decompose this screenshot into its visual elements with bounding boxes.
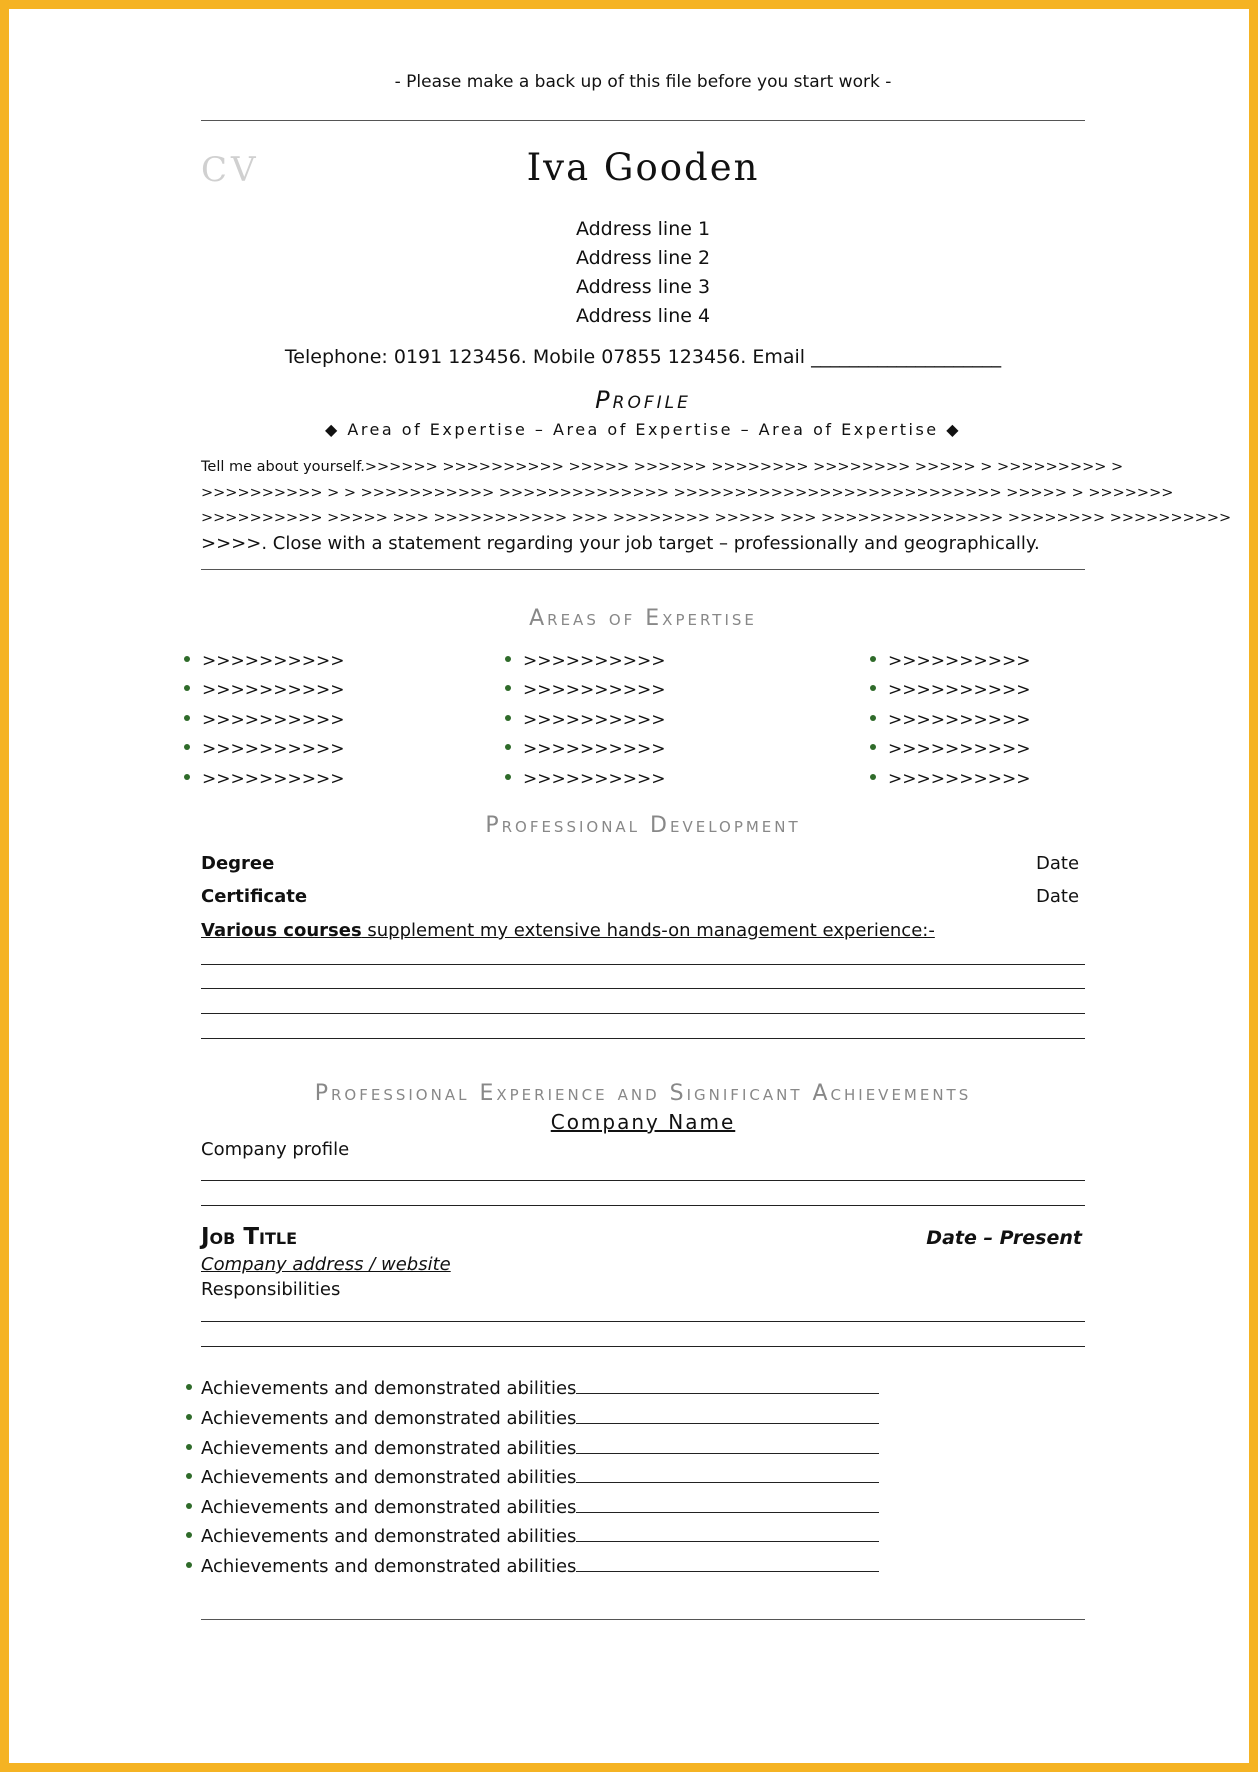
- company-profile: Company profile: [201, 1139, 350, 1160]
- bullet-icon: [870, 715, 876, 721]
- bullet-icon: [505, 685, 511, 691]
- blank-line: [201, 1038, 1085, 1039]
- profile-heading: Profile: [595, 386, 691, 414]
- profile-text-line: >>>>>>>>>> >>>>> >>> >>>>>>>>>>> >>> >>>>>>>> >>>>> >>> >>>>>>>>>>>>>>> >>>>>>>> >>>>>>>>>>: [201, 510, 1232, 526]
- blank-line: [201, 1013, 1085, 1014]
- bullet-icon: [184, 685, 190, 691]
- list-item: >>>>>>>>>>: [184, 739, 344, 759]
- responsibilities-label: Responsibilities: [201, 1279, 341, 1300]
- achievement-item: Achievements and demonstrated abilities: [186, 1497, 879, 1518]
- cv-mark: CV: [201, 150, 260, 190]
- bullet-icon: [186, 1444, 192, 1450]
- bullet-icon: [505, 656, 511, 662]
- blank-line: [576, 1557, 879, 1572]
- blank-line: [576, 1409, 879, 1424]
- list-item: >>>>>>>>>>: [184, 651, 344, 671]
- blank-line: [576, 1527, 879, 1542]
- blank-line: [576, 1468, 879, 1483]
- list-item: >>>>>>>>>>: [870, 651, 1030, 671]
- job-title: Job Title: [201, 1224, 298, 1250]
- address-line-4: Address line 4: [575, 305, 711, 327]
- blank-line: [201, 1180, 1085, 1181]
- list-item: >>>>>>>>>>: [184, 710, 344, 730]
- address-line-1: Address line 1: [575, 218, 711, 240]
- blank-line: [201, 1321, 1085, 1322]
- bullet-icon: [505, 744, 511, 750]
- blank-line: [201, 1205, 1085, 1206]
- achievement-item: Achievements and demonstrated abilities: [186, 1556, 879, 1577]
- bullet-icon: [184, 656, 190, 662]
- list-item: >>>>>>>>>>: [505, 680, 665, 700]
- bullet-icon: [186, 1562, 192, 1568]
- experience-heading: Professional Experience and Significant Achievements: [314, 1081, 972, 1106]
- profile-closing: >>>>. Close with a statement regarding your job target – professionally and geographically.: [201, 533, 1040, 554]
- degree-label: Degree: [201, 853, 275, 874]
- bullet-icon: [184, 774, 190, 780]
- divider: [201, 120, 1085, 121]
- list-item: >>>>>>>>>>: [870, 710, 1030, 730]
- achievement-item: Achievements and demonstrated abilities: [186, 1467, 879, 1488]
- divider: [201, 1619, 1085, 1620]
- blank-line: [576, 1439, 879, 1454]
- list-item: >>>>>>>>>>: [505, 651, 665, 671]
- contact-line: Telephone: 0191 123456. Mobile 07855 123456. Email ____________________: [284, 346, 1002, 368]
- blank-line: [201, 964, 1085, 965]
- blank-line: [576, 1498, 879, 1513]
- degree-date: Date: [1036, 853, 1080, 874]
- address-line-2: Address line 2: [575, 247, 711, 269]
- development-heading: Professional Development: [485, 813, 801, 838]
- bullet-icon: [186, 1384, 192, 1390]
- bullet-icon: [505, 774, 511, 780]
- achievement-item: Achievements and demonstrated abilities: [186, 1408, 879, 1429]
- achievement-item: Achievements and demonstrated abilities: [186, 1438, 879, 1459]
- achievement-item: Achievements and demonstrated abilities: [186, 1526, 879, 1547]
- bullet-icon: [870, 744, 876, 750]
- list-item: >>>>>>>>>>: [184, 769, 344, 789]
- expertise-summary: ◆ Area of Expertise – Area of Expertise – Area of Expertise ◆: [324, 420, 962, 439]
- bullet-icon: [186, 1473, 192, 1479]
- profile-text-line: >>>>>>>>>> > > >>>>>>>>>>> >>>>>>>>>>>>>> >>>>>>>>>>>>>>>>>>>>>>>>>>> >>>>> > >>>>>>>: [201, 485, 1174, 501]
- bullet-icon: [186, 1414, 192, 1420]
- blank-line: [201, 988, 1085, 989]
- divider: [201, 569, 1085, 570]
- company-address-website: Company address / website: [201, 1254, 451, 1275]
- list-item: >>>>>>>>>>: [870, 680, 1030, 700]
- bullet-icon: [186, 1532, 192, 1538]
- list-item: >>>>>>>>>>: [505, 769, 665, 789]
- bullet-icon: [870, 774, 876, 780]
- profile-text-line: Tell me about yourself.>>>>>> >>>>>>>>>> >>>>> >>>>>> >>>>>>>> >>>>>>>> >>>>> > >>>>>>>>> >: [201, 459, 1124, 475]
- bullet-icon: [505, 715, 511, 721]
- bullet-icon: [184, 715, 190, 721]
- list-item: >>>>>>>>>>: [505, 739, 665, 759]
- bullet-icon: [870, 656, 876, 662]
- achievement-item: Achievements and demonstrated abilities: [186, 1378, 879, 1399]
- areas-heading: Areas of Expertise: [529, 606, 757, 631]
- certificate-label: Certificate: [201, 886, 308, 907]
- backup-note: - Please make a back up of this file before you start work -: [394, 72, 892, 92]
- list-item: >>>>>>>>>>: [870, 769, 1030, 789]
- blank-line: [576, 1379, 879, 1394]
- list-item: >>>>>>>>>>: [505, 710, 665, 730]
- bullet-icon: [184, 744, 190, 750]
- list-item: >>>>>>>>>>: [184, 680, 344, 700]
- candidate-name: Iva Gooden: [526, 146, 760, 189]
- address-line-3: Address line 3: [575, 276, 711, 298]
- job-date: Date – Present: [926, 1227, 1082, 1249]
- bullet-icon: [870, 685, 876, 691]
- list-item: >>>>>>>>>>: [870, 739, 1030, 759]
- blank-line: [201, 1346, 1085, 1347]
- bullet-icon: [186, 1503, 192, 1509]
- certificate-date: Date: [1036, 886, 1080, 907]
- courses-line: Various courses supplement my extensive hands-on management experience:-: [201, 920, 935, 941]
- company-name: Company Name: [550, 1110, 736, 1134]
